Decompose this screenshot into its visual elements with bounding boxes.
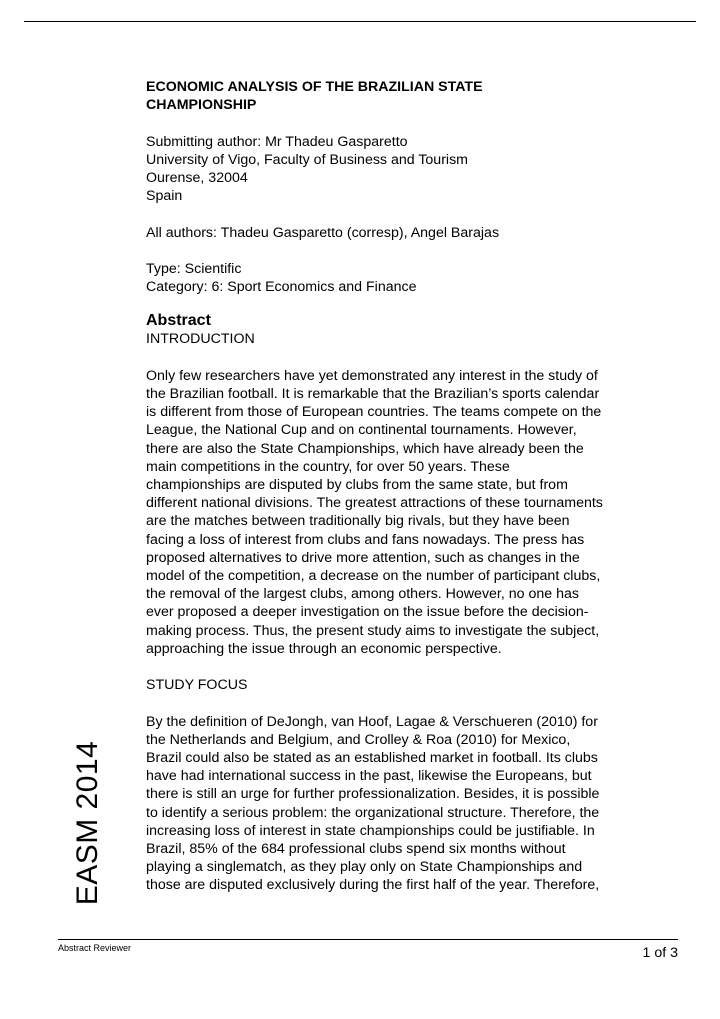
paragraph-line: Only few researchers have yet demonstrated any interest in the study of [146,367,598,384]
paragraph-line: have had international success in the past, likewise the Europeans, but [146,768,592,785]
paragraph-line: League, the National Cup and on continental tournaments. However, [146,422,577,439]
introduction-paragraph [146,367,686,658]
footer-reviewer-label: Abstract Reviewer [58,943,132,953]
paragraph-line: those are disputed exclusively during the first half of the year. Therefore, [146,877,600,894]
paragraph-line: ever proposed a deeper investigation on the issue before the decision- [146,604,589,621]
paragraph-line: increasing loss of interest in state championships could be justifiable. In [146,822,595,839]
paragraph-line: Brazil, 85% of the 684 professional clubs spend six months without [146,841,566,858]
paragraph-line: approaching the issue through an economic perspective. [146,640,502,657]
category: Category: 6: Sport Economics and Finance [146,279,417,296]
page-number: 1 of 3 [642,945,678,961]
section-heading-text: STUDY FOCUS [146,677,248,694]
paragraph-line: main competitions in the country, for over 50 years. These [146,458,510,475]
abstract-heading: Abstract [146,312,211,330]
type: Type: Scientific [146,260,242,277]
paragraph-line: facing a loss of interest from clubs and fans nowadays. The press has [146,531,585,548]
submitting-author-block [146,133,686,206]
paragraph-line: By the definition of DeJongh, van Hoof, Lagae & Verschueren (2010) for [146,713,598,730]
paragraph-line: playing a singlematch, as they play only on State Championships and [146,859,583,876]
document-body [146,78,686,895]
title-line: ECONOMIC ANALYSIS OF THE BRAZILIAN STATE [146,79,483,95]
paragraph-line: championships are disputed by clubs from the same state, but from [146,477,568,493]
paragraph-line: are the matches between traditionally big rivals, but they have been [146,513,570,530]
paragraph-line: model of the competition, a decrease on the number of participant clubs, [146,568,601,585]
footer-rule [58,939,678,940]
section-heading-study-focus [146,676,686,694]
paragraph-line: the Netherlands and Belgium, and Crolley & Roa (2010) for Mexico, [146,731,571,748]
country: Spain [146,188,183,205]
paragraph-line: Brazil could also be stated as an established market in football. Its clubs [146,750,598,767]
document-title [146,78,686,114]
section-heading-text: INTRODUCTION [146,331,255,348]
paragraph-line: different national divisions. The greatest attractions of these tournaments [146,495,603,512]
paragraph-line: proposed alternatives to drive more attention, such as changes in the [146,549,580,566]
study-focus-paragraph [146,713,686,895]
type-category-block [146,260,686,296]
top-rule [24,21,696,22]
paragraph-line: there is still an urge for further professionalization. Besides, it is possible [146,786,600,803]
paragraph-line: is different from those of European countries. The teams compete on the [146,404,602,421]
paragraph-line: there are also the State Championships, which have already been the [146,440,584,457]
paragraph-line: to identify a serious problem: the organizational structure. Therefore, the [146,804,600,821]
side-conference-label: EASM 2014 [71,740,104,906]
city: Ourense, 32004 [146,170,248,186]
paragraph-line: the Brazilian football. It is remarkable that the Brazilian’s sports calendar [146,385,600,402]
title-line: CHAMPIONSHIP [146,97,257,114]
submitting-author: Submitting author: Mr Thadeu Gasparetto [146,133,408,150]
section-heading-introduction [146,330,686,348]
all-authors-text: All authors: Thadeu Gasparetto (corresp), Angel Barajas [146,224,500,241]
paragraph-line: the removal of the largest clubs, among others. However, no one has [146,586,579,603]
all-authors [146,224,686,242]
affiliation: University of Vigo, Faculty of Business and Tourism [146,151,468,168]
paragraph-line: making process. Thus, the present study aims to investigate the subject, [146,622,600,639]
